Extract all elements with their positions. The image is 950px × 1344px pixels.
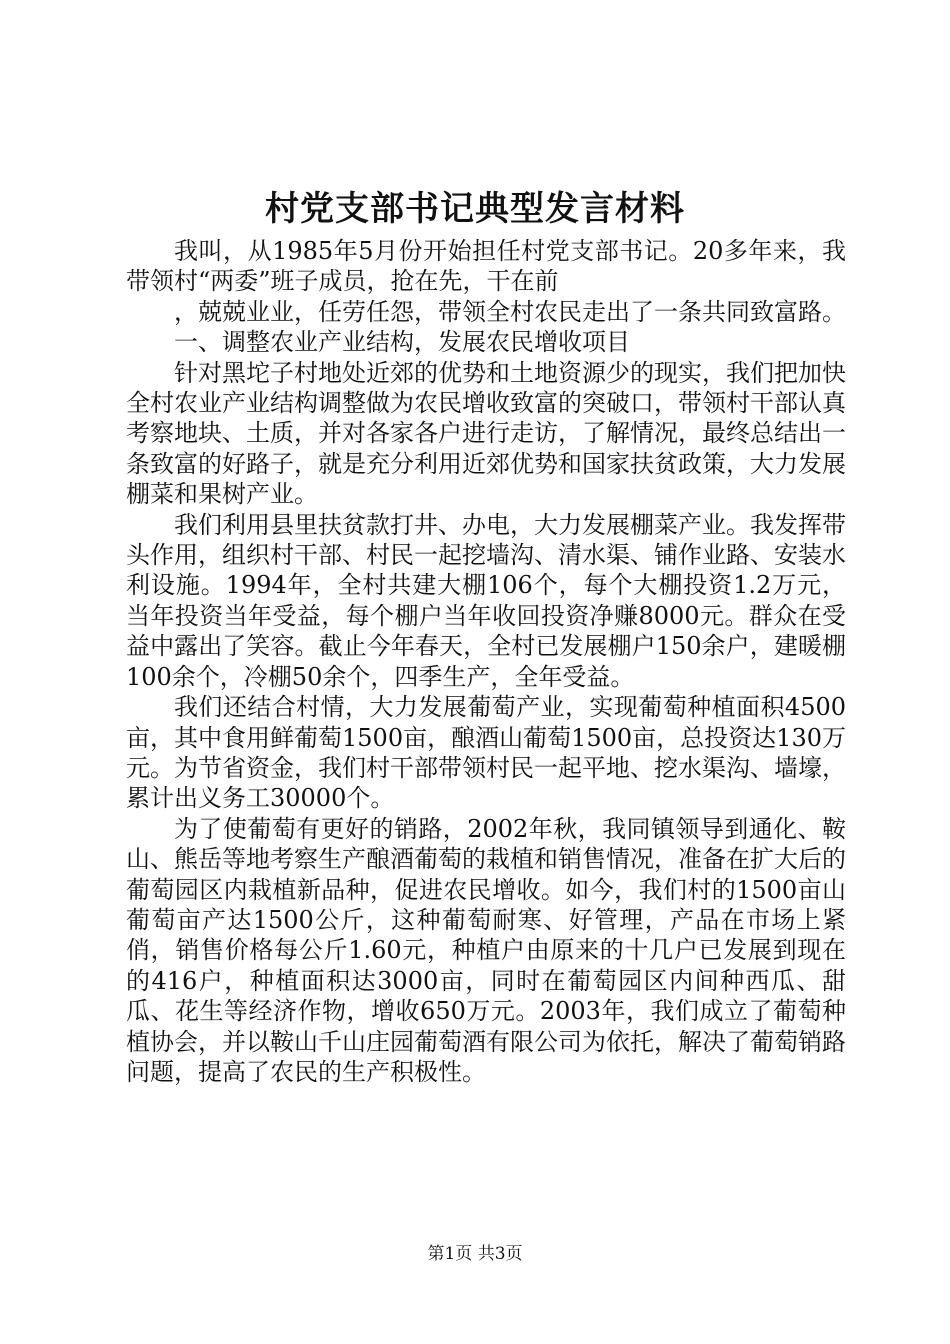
paragraph-intro-continued: ，兢兢业业，任劳任怨，带领全村农民走出了一条共同致富路。 [174,297,846,326]
document-body [126,236,846,1087]
document-title: 村党支部书记典型发言材料 [265,189,685,229]
paragraph-grape: 我们还结合村情，大力发展葡萄产业，实现葡萄种植面积4500亩，其中食用鲜葡萄1500亩，酿酒山葡萄1500亩，总投资达130万元。为节省资金，我们村干部带领村民一起平地、挖水渠沟、墙壕，累计出义务工30000个。 [126,693,846,813]
paragraph-grape-sales: 为了使葡萄有更好的销路，2002年秋，我同镇领导到通化、鞍山、熊岳等地考察生产酿酒葡萄的栽植和销售情况，准备在扩大后的葡萄园区内栽植新品种，促进农民增收。如今，我们村的1500亩山葡萄亩产达1500公斤，这种葡萄耐寒、好管理，产品在市场上紧俏，销售价格每公斤1.60元，种植户由原来的十几户已发展到现在的416户，种植面积达3000亩，同时在葡萄园区内间种西瓜、甜瓜、花生等经济作物，增收650万元。2003年，我们成立了葡萄种植协会，并以鞍山千山庄园葡萄酒有限公司为依托，解决了葡萄销路问题，提高了农民的生产积极性。 [126,814,846,1086]
paragraph-intro: 我叫，从1985年5月份开始担任村党支部书记。20多年来，我带领村“两委”班子成员，抢在先，干在前 [126,237,846,296]
paragraph-strategy: 针对黑坨子村地处近郊的优势和土地资源少的现实，我们把加快全村农业产业结构调整做为农民增收致富的突破口，带领村干部认真考察地块、土质，并对各家各户进行走访，了解情况，最终总结出一条致富的好路子，就是充分利用近郊优势和国家扶贫政策，大力发展棚菜和果树产业。 [126,358,846,509]
paragraph-greenhouse: 我们利用县里扶贫款打井、办电，大力发展棚菜产业。我发挥带头作用，组织村干部、村民一起挖墙沟、清水渠、铺作业路、安装水利设施。1994年，全村共建大棚106个，每个大棚投资1.2万元，当年投资当年受益，每个棚户当年收回投资净赚8000元。群众在受益中露出了笑容。截止今年春天，全村已发展棚户150余户，建暖棚100余个，冷棚50余个，四季生产，全年受益。 [126,510,846,691]
section-heading: 一、调整农业产业结构，发展农民增收项目 [174,328,630,357]
page-footer: 第1页 共3页 [427,1244,523,1264]
